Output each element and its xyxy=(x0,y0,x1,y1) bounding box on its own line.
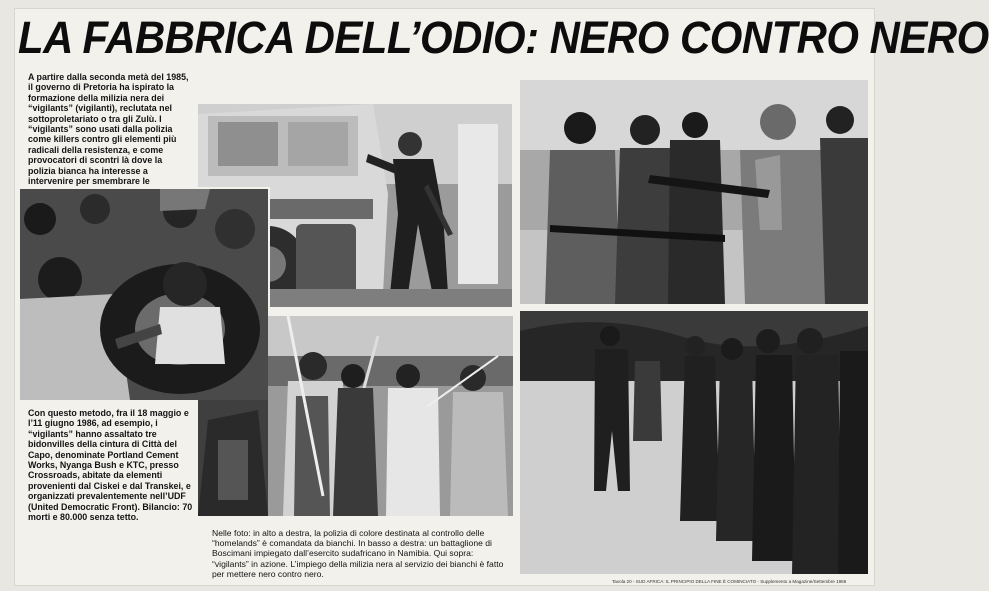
page-title: LA FABBRICA DELL’ODIO: NERO CONTRO NERO xyxy=(18,12,989,63)
photo-black-police-commander xyxy=(520,80,868,304)
photo-caption: Nelle foto: in alto a destra, la polizia di colore destinata al controllo delle “homelands” è comandata da bianchi. In basso a destra: un battaglione di Boscimani impiegato dall’esercito sudafricano in Namibia. Qui sopra: “vigilants” in azione. L’impiego della milizia nera al servizio dei bianchi è fatto per mettere nero contro nero. xyxy=(212,528,504,579)
intro-paragraph: A partire dalla seconda metà del 1985, il governo di Pretoria ha ispirato la formazione della milizia nera dei “vigilants” (vigilanti), reclutata nel sottoproletariato o tra gli Zulù. I “vigilants” sono usati dalla polizia come killers contro gli elementi più radicali della resistenza, e come provocatori di scontri là dove la polizia bianca ha interesse a intervenire per smembrare le xyxy=(28,72,189,187)
photo-crowd-tyre xyxy=(18,187,270,402)
photo-bushmen-battalion xyxy=(520,311,868,574)
photo-vigilants-in-action xyxy=(268,316,513,516)
method-paragraph: Con questo metodo, fra il 18 maggio e l’11 giugno 1986, ad esempio, i “vigilants” hanno assaltato tre bidonvilles della cintura di Città del Capo, denominate Portland Cement Works, Nyanga Bush e KTC, presso Crossroads, abitate da elementi provenienti dal Ciskei e dal Transkei, e organizzati prevalentemente nell’UDF (United Democratic Front). Bilancio: 70 morti e 80.000 senza tetto. xyxy=(28,408,193,523)
photo-vigilants-left-edge xyxy=(198,400,268,516)
footer-credit: Tavola 20 - SUD AFRICA: IL PRINCIPIO DELLA FINE È COMINCIATO - Supplemento a Magazine/Settembre 1986 xyxy=(612,579,847,584)
